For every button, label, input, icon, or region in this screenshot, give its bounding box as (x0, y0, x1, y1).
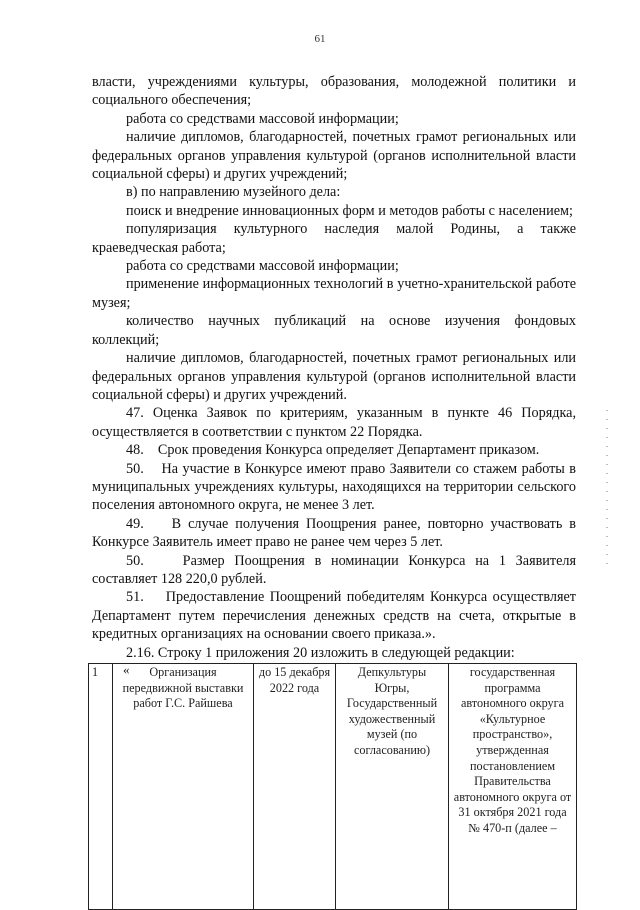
paragraph: популяризация культурного наследия малой Родины, а также краеведческая работа; (92, 221, 576, 256)
scan-artifact (606, 410, 608, 570)
paragraph-item-49: 49. В случае получения Поощрения ранее, повторно участвовать в Конкурсе Заявитель имеет право не ранее чем через 5 лет. (92, 515, 576, 551)
page-number: 61 (314, 33, 326, 45)
table-cell-program: государственная программа автономного округа «Культурное пространство», утвержденная постановлением Правительства автономного округа от 31 октября 2021 года № 470-п (далее – (449, 664, 577, 910)
paragraph: наличие дипломов, благодарностей, почетных грамот региональных или федеральных органов управления культурой (органов исполнительной власти социальной сферы) и других учреждений. (92, 350, 576, 403)
paragraph: поиск и внедрение инновационных форм и методов работы с населением; (126, 202, 573, 219)
document-body (92, 73, 576, 662)
paragraph: работа со средствами массовой информации; (126, 258, 399, 275)
paragraph-item-48: 48. Срок проведения Конкурса определяет Департамент приказом. (126, 442, 540, 459)
amendment-table (88, 663, 577, 910)
paragraph: наличие дипломов, благодарностей, почетных грамот региональных или федеральных органов управления культурой (органов исполнительной власти социальной сферы) и других учреждений; (92, 129, 576, 183)
paragraph: власти, учреждениями культуры, образования, молодежной политики и социального обеспечения; (92, 74, 576, 109)
paragraph: работа со средствами массовой информации; (126, 110, 399, 127)
paragraph-item-50: 50. На участие в Конкурсе имеют право Заявители со стажем работы в муниципальных учреждениях культуры, находящихся на территории сельского поселения автономного округа, не менее 3 лет. (92, 460, 576, 514)
table-cell-responsible: Депкультуры Югры, Государственный художественный музей (по согласованию) (336, 664, 449, 910)
paragraph: применение информационных технологий в учетно-хранительской работе музея; (92, 276, 576, 311)
paragraph: количество научных публикаций на основе изучения фондовых коллекций; (92, 313, 576, 348)
paragraph-amendment: 2.16. Строку 1 приложения 20 изложить в следующей редакции: (126, 644, 515, 661)
opening-quote: « (123, 662, 130, 677)
table-row (89, 664, 577, 910)
paragraph-item-51: 51. Предоставление Поощрений победителям Конкурса осуществляет Департамент путем перечисления денежных средств на счета, открытые в кредитных организациях на основании своего приказа.». (92, 589, 576, 643)
paragraph-item-50-amount: 50. Размер Поощрения в номинации Конкурса на 1 Заявителя составляет 128 220,0 рублей. (92, 552, 576, 587)
paragraph: в) по направлению музейного дела: (126, 184, 341, 201)
paragraph-item-47: 47. Оценка Заявок по критериям, указанным в пункте 46 Порядка, осуществляется в соответствии с пунктом 22 Порядка. (92, 405, 576, 440)
table-cell-deadline: до 15 декабря 2022 года (254, 664, 336, 910)
table-cell-number: 1 (89, 664, 113, 910)
table-cell-event: Организация передвижной выставки работ Г.С. Райшева (113, 664, 254, 910)
